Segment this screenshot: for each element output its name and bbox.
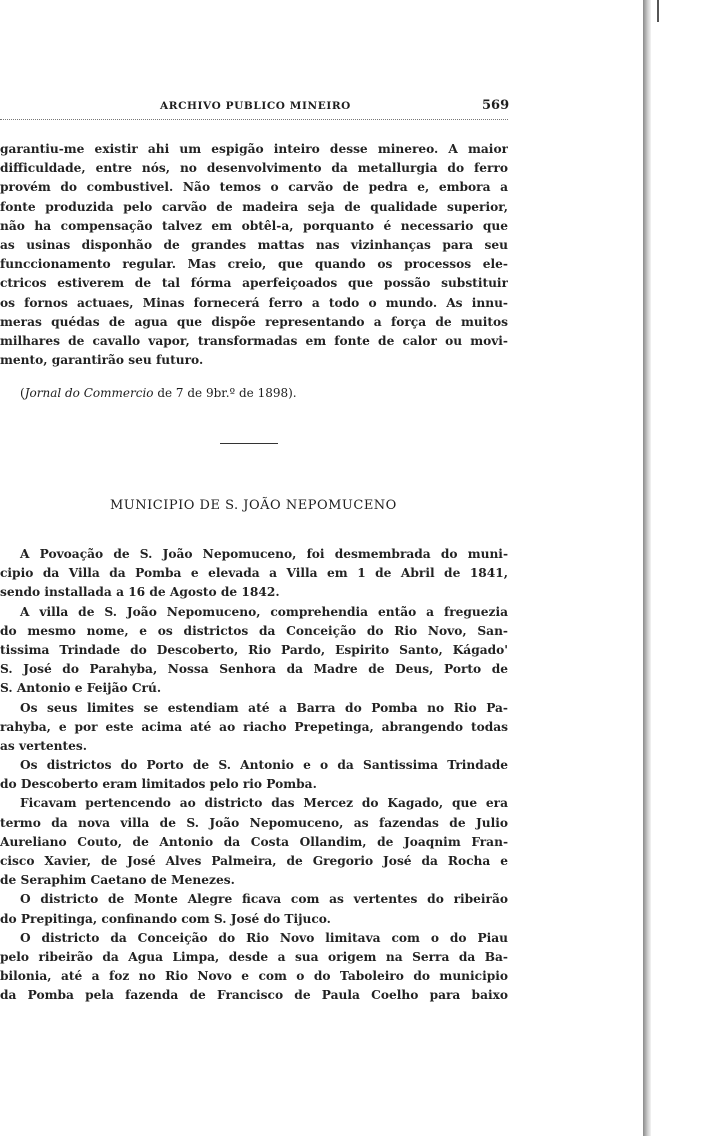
section-body-text xyxy=(0,545,508,1006)
page-number: 569 xyxy=(482,98,510,113)
text-line: difficuldade, entre nós, no desenvolvimento da metallurgia do ferro xyxy=(0,161,508,176)
text-line: O districto da Conceição do Rio Novo limitava com o do Piau xyxy=(20,930,508,945)
text-line: tissima Trindade do Descoberto, Rio Pardo, Espirito Santo, Kágado' xyxy=(0,642,508,657)
text-line: rahyba, e por este acima até ao riacho Prepetinga, abrangendo todas xyxy=(0,719,508,734)
page-edge xyxy=(643,0,720,1136)
text-line: Os seus limites se estendiam até a Barra do Pomba no Rio Pa- xyxy=(20,700,508,715)
text-line: cisco Xavier, de José Alves Palmeira, de Gregorio José da Rocha e xyxy=(0,854,508,868)
citation: (Jornal do Commercio de 7 de 9br.º de 1898). xyxy=(20,386,297,400)
text-line: de Seraphim Caetano de Menezes. xyxy=(0,873,235,888)
text-line: do Descoberto eram limitados pelo rio Pomba. xyxy=(0,777,317,792)
text-line: meras quédas de agua que dispõe representando a força de muitos xyxy=(0,314,508,329)
text-line: do Prepitinga, confinando com S. José do Tijuco. xyxy=(0,911,331,926)
section-title: MUNICIPIO DE S. JOÃO NEPOMUCENO xyxy=(110,498,397,513)
text-line: A villa de S. João Nepomuceno, comprehendia então a freguezia xyxy=(20,604,508,619)
text-line: O districto de Monte Alegre ficava com as vertentes do ribeirão xyxy=(20,892,508,907)
text-line: Aureliano Couto, de Antonio da Costa Ollandim, de Joaqnim Fran- xyxy=(0,834,508,849)
text-line: funccionamento regular. Mas creio, que quando os processos ele- xyxy=(0,257,508,272)
text-line: as vertentes. xyxy=(0,738,87,753)
text-line: mento, garantirão seu futuro. xyxy=(0,353,204,368)
text-line: provém do combustivel. Não temos o carvão de pedra e, embora a xyxy=(0,180,508,195)
text-line: termo da nova villa de S. João Nepomuceno, as fazendas de Julio xyxy=(0,815,508,830)
text-line: do mesmo nome, e os districtos da Conceição do Rio Novo, San- xyxy=(0,623,508,638)
page-edge-shadow xyxy=(643,0,651,1136)
text-line: pelo ribeirão da Agua Limpa, desde a sua origem na Serra da Ba- xyxy=(0,949,508,964)
text-line: não ha compensação talvez em obtêl-a, porquanto é necessario que xyxy=(0,218,508,233)
text-line: sendo installada a 16 de Agosto de 1842. xyxy=(0,585,280,600)
text-line: Ficavam pertencendo ao districto das Mercez do Kagado, que era xyxy=(20,796,508,811)
text-line: S. Antonio e Feijão Crú. xyxy=(0,681,162,696)
text-line: milhares de cavallo vapor, transformadas em fonte de calor ou movi- xyxy=(0,333,508,348)
text-line: bilonia, até a foz no Rio Novo e com o do Taboleiro do municipio xyxy=(0,969,508,984)
text-line: A Povoação de S. João Nepomuceno, foi desmembrada do muni- xyxy=(20,547,508,561)
page-edge-mark xyxy=(657,0,659,22)
text-line: garantiu-me existir ahi um espigão inteiro desse minereo. A maior xyxy=(0,142,508,156)
text-line: ctricos estiverem de tal fórma aperfeiçoados que possão substituir xyxy=(0,276,508,291)
citation-source: Jornal do Commercio xyxy=(24,386,154,400)
text-line: fonte produzida pelo carvão de madeira seja de qualidade superior, xyxy=(0,199,508,214)
text-line: as usinas disponhão de grandes mattas nas vizinhanças para seu xyxy=(0,237,508,252)
text-line: S. José do Parahyba, Nossa Senhora da Madre de Deus, Porto de xyxy=(0,662,508,677)
text-line: os fornos actuaes, Minas fornecerá ferro a todo o mundo. As innu- xyxy=(0,295,508,310)
header-rule xyxy=(0,119,508,120)
running-head xyxy=(0,100,508,120)
text-line: da Pomba pela fazenda de Francisco de Paula Coelho para baixo xyxy=(0,988,508,1003)
running-title: ARCHIVO PUBLICO MINEIRO xyxy=(160,100,351,112)
text-line: cipio da Villa da Pomba e elevada a Villa em 1 de Abril de 1841, xyxy=(0,566,508,581)
citation-date: de 7 de 9br.º de 1898). xyxy=(157,386,297,400)
previous-article-text xyxy=(0,140,508,370)
section-divider xyxy=(220,443,278,444)
text-line: Os districtos do Porto de S. Antonio e o da Santissima Trindade xyxy=(20,758,508,773)
